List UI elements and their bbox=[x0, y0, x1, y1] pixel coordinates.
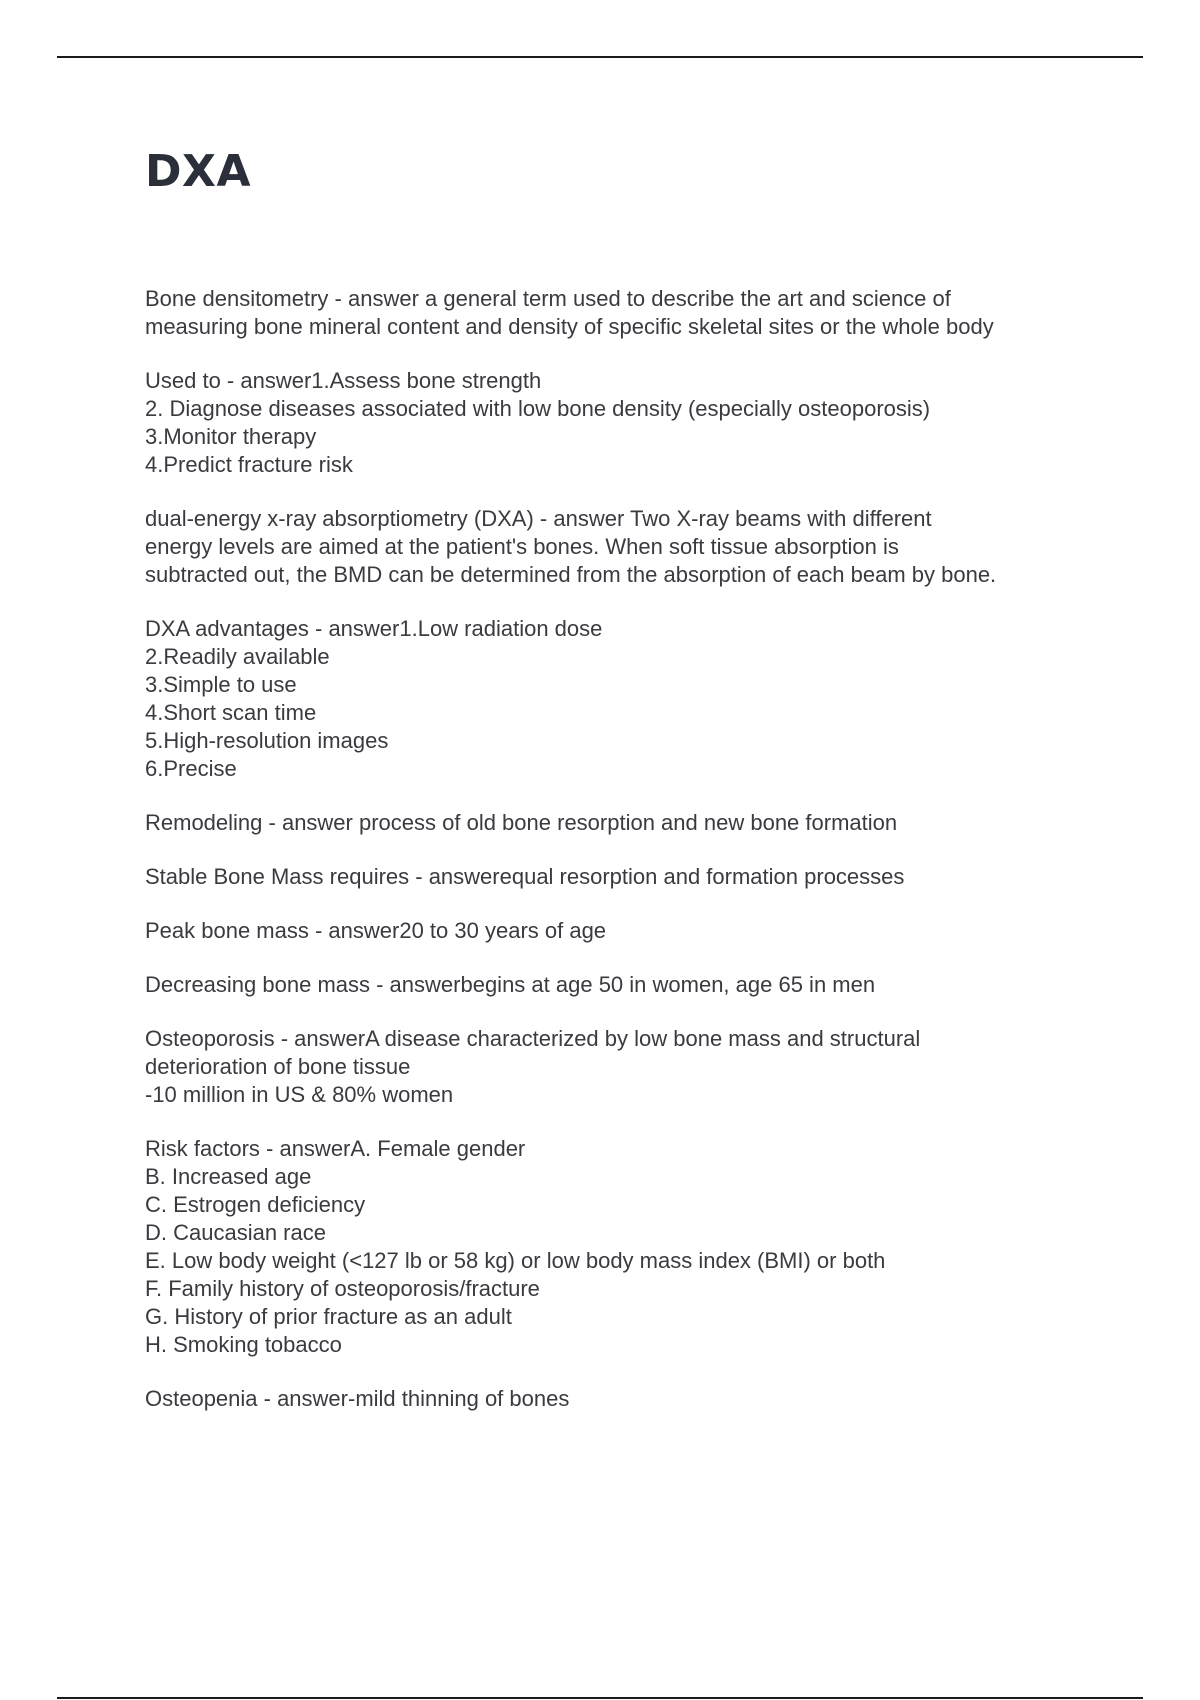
entry-text-line: F. Family history of osteoporosis/fracture bbox=[145, 1276, 540, 1301]
top-divider bbox=[57, 56, 1143, 58]
entry-text-line: 5.High-resolution images bbox=[145, 728, 389, 753]
qa-entry bbox=[145, 285, 1105, 341]
entry-text-line: 4.Short scan time bbox=[145, 700, 317, 725]
entry-text-line: E. Low body weight (<127 lb or 58 kg) or low body mass index (BMI) or both bbox=[145, 1248, 886, 1273]
entry-term-line: Risk factors - answerA. Female gender bbox=[145, 1136, 526, 1161]
entry-term-line: Used to - answer1.Assess bone strength bbox=[145, 368, 542, 393]
entry-text-line: subtracted out, the BMD can be determined from the absorption of each beam by bone. bbox=[145, 562, 997, 587]
qa-entry bbox=[145, 1135, 1105, 1359]
qa-entry bbox=[145, 971, 1105, 999]
entry-text-line: 2.Readily available bbox=[145, 644, 330, 669]
bottom-divider bbox=[57, 1697, 1143, 1699]
qa-entry bbox=[145, 367, 1105, 479]
entry-text-line: H. Smoking tobacco bbox=[145, 1332, 342, 1357]
entry-text-line: deterioration of bone tissue bbox=[145, 1054, 411, 1079]
entry-term-line: Decreasing bone mass - answerbegins at age 50 in women, age 65 in men bbox=[145, 972, 876, 997]
entry-term-line: Stable Bone Mass requires - answerequal resorption and formation processes bbox=[145, 864, 905, 889]
entry-text-line: D. Caucasian race bbox=[145, 1220, 326, 1245]
entry-text-line: 4.Predict fracture risk bbox=[145, 452, 353, 477]
entry-text-line: 3.Monitor therapy bbox=[145, 424, 317, 449]
entry-term-line: Osteoporosis - answerA disease characterized by low bone mass and structural bbox=[145, 1026, 921, 1051]
entry-text-line: 3.Simple to use bbox=[145, 672, 297, 697]
qa-entry bbox=[145, 1385, 1105, 1413]
page-title: DXA bbox=[145, 146, 251, 197]
entry-text-line: measuring bone mineral content and density of specific skeletal sites or the whole body bbox=[145, 314, 994, 339]
entry-term-line: Osteopenia - answer-mild thinning of bones bbox=[145, 1386, 570, 1411]
entry-text-line: C. Estrogen deficiency bbox=[145, 1192, 366, 1217]
entry-text-line: B. Increased age bbox=[145, 1164, 312, 1189]
qa-entry bbox=[145, 615, 1105, 783]
entry-term-line: Bone densitometry - answer a general term used to describe the art and science of bbox=[145, 286, 951, 311]
entry-text-line: 2. Diagnose diseases associated with low bone density (especially osteoporosis) bbox=[145, 396, 931, 421]
entry-text-line: G. History of prior fracture as an adult bbox=[145, 1304, 512, 1329]
qa-entry bbox=[145, 863, 1105, 891]
entry-term-line: Peak bone mass - answer20 to 30 years of age bbox=[145, 918, 607, 943]
entry-text-line: energy levels are aimed at the patient's bones. When soft tissue absorption is bbox=[145, 534, 899, 559]
qa-entry bbox=[145, 917, 1105, 945]
qa-entry bbox=[145, 1025, 1105, 1109]
entry-term-line: DXA advantages - answer1.Low radiation dose bbox=[145, 616, 603, 641]
qa-entry bbox=[145, 809, 1105, 837]
entry-term-line: Remodeling - answer process of old bone resorption and new bone formation bbox=[145, 810, 898, 835]
entry-term-line: dual-energy x-ray absorptiometry (DXA) - answer Two X-ray beams with different bbox=[145, 506, 932, 531]
entry-text-line: -10 million in US & 80% women bbox=[145, 1082, 454, 1107]
document-body bbox=[145, 285, 1105, 1439]
qa-entry bbox=[145, 505, 1105, 589]
entry-text-line: 6.Precise bbox=[145, 756, 237, 781]
